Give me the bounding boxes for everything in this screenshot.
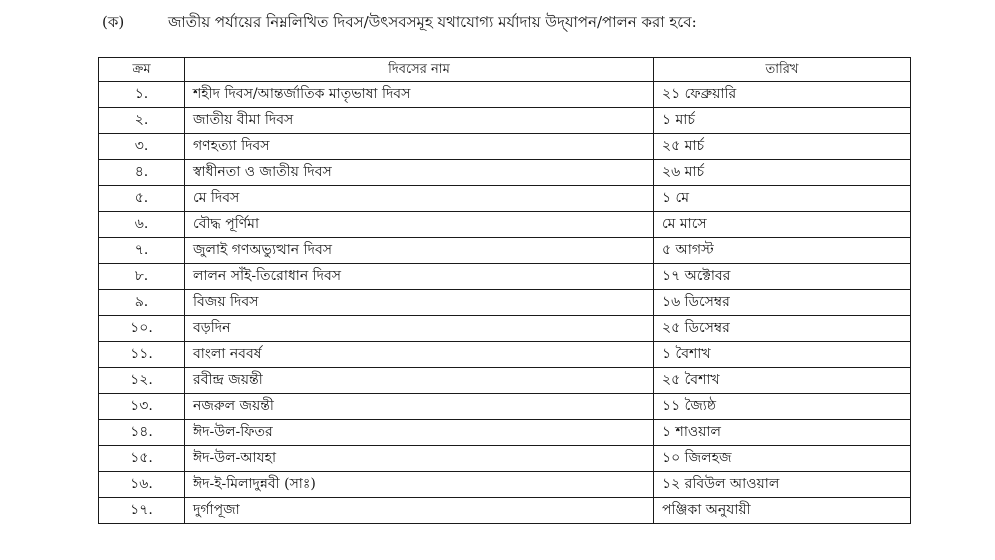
day-name-cell: ঈদ-ই-মিলাদুন্নবী (সাঃ) <box>185 472 654 498</box>
table-row <box>99 342 911 368</box>
header-day-name: দিবসের নাম <box>185 58 654 82</box>
table-row <box>99 420 911 446</box>
table-row <box>99 290 911 316</box>
serial-cell: ৫. <box>99 186 185 212</box>
serial-cell: ১৬. <box>99 472 185 498</box>
day-name-cell: বৌদ্ধ পূর্ণিমা <box>185 212 654 238</box>
date-cell: ১ শাওয়াল <box>654 420 911 446</box>
day-name-cell: জুলাই গণঅভ্যুত্থান দিবস <box>185 238 654 264</box>
date-cell: ২৬ মার্চ <box>654 160 911 186</box>
serial-cell: ১৭. <box>99 498 185 524</box>
day-name-cell: ঈদ-উল-আযহা <box>185 446 654 472</box>
day-name-cell: বাংলা নববর্ষ <box>185 342 654 368</box>
table-row <box>99 498 911 524</box>
table-row <box>99 472 911 498</box>
day-name-cell: দুর্গাপূজা <box>185 498 654 524</box>
date-cell: ১ মে <box>654 186 911 212</box>
table-row <box>99 264 911 290</box>
serial-cell: ১৩. <box>99 394 185 420</box>
table-row <box>99 186 911 212</box>
table-row <box>99 82 911 108</box>
serial-cell: ৮. <box>99 264 185 290</box>
serial-cell: ৭. <box>99 238 185 264</box>
table-header-row <box>99 58 911 82</box>
serial-cell: ১. <box>99 82 185 108</box>
date-cell: ১ বৈশাখ <box>654 342 911 368</box>
table-row <box>99 394 911 420</box>
serial-cell: ১১. <box>99 342 185 368</box>
section-heading-text: জাতীয় পর্যায়ের নিম্নলিখিত দিবস/উৎসবসমূহ যথাযোগ্য মর্যাদায় উদ্‌যাপন/পালন করা হবে: <box>168 13 697 31</box>
day-name-cell: শহীদ দিবস/আন্তর্জাতিক মাতৃভাষা দিবস <box>185 82 654 108</box>
header-serial: ক্রম <box>99 58 185 82</box>
table-row <box>99 108 911 134</box>
serial-cell: ১০. <box>99 316 185 342</box>
date-cell: ১৬ ডিসেম্বর <box>654 290 911 316</box>
table-row <box>99 134 911 160</box>
day-name-cell: লালন সাঁই-তিরোধান দিবস <box>185 264 654 290</box>
date-cell: ২৫ বৈশাখ <box>654 368 911 394</box>
date-cell: ১১ জ্যৈষ্ঠ <box>654 394 911 420</box>
serial-cell: ১৪. <box>99 420 185 446</box>
table-row <box>99 238 911 264</box>
table-row <box>99 368 911 394</box>
serial-cell: ২. <box>99 108 185 134</box>
table-row <box>99 446 911 472</box>
day-name-cell: জাতীয় বীমা দিবস <box>185 108 654 134</box>
day-name-cell: গণহত্যা দিবস <box>185 134 654 160</box>
day-name-cell: রবীন্দ্র জয়ন্তী <box>185 368 654 394</box>
date-cell: ১ মার্চ <box>654 108 911 134</box>
header-date: তারিখ <box>654 58 911 82</box>
day-name-cell: বড়দিন <box>185 316 654 342</box>
day-name-cell: নজরুল জয়ন্তী <box>185 394 654 420</box>
serial-cell: ৯. <box>99 290 185 316</box>
day-name-cell: স্বাধীনতা ও জাতীয় দিবস <box>185 160 654 186</box>
serial-cell: ১৫. <box>99 446 185 472</box>
day-name-cell: ঈদ-উল-ফিতর <box>185 420 654 446</box>
date-cell: ২৫ মার্চ <box>654 134 911 160</box>
table-body <box>99 82 911 524</box>
date-cell: ১০ জিলহজ <box>654 446 911 472</box>
serial-cell: ৬. <box>99 212 185 238</box>
day-name-cell: বিজয় দিবস <box>185 290 654 316</box>
table-row <box>99 316 911 342</box>
section-marker: (ক) <box>102 13 125 31</box>
date-cell: ২৫ ডিসেম্বর <box>654 316 911 342</box>
date-cell: ২১ ফেব্রুয়ারি <box>654 82 911 108</box>
date-cell: ১৭ অক্টোবর <box>654 264 911 290</box>
date-cell: মে মাসে <box>654 212 911 238</box>
date-cell: ১২ রবিউল আওয়াল <box>654 472 911 498</box>
serial-cell: ৩. <box>99 134 185 160</box>
serial-cell: ১২. <box>99 368 185 394</box>
section-heading <box>102 8 982 36</box>
table-row <box>99 160 911 186</box>
national-days-table <box>98 57 911 524</box>
date-cell: পঞ্জিকা অনুযায়ী <box>654 498 911 524</box>
serial-cell: ৪. <box>99 160 185 186</box>
date-cell: ৫ আগস্ট <box>654 238 911 264</box>
day-name-cell: মে দিবস <box>185 186 654 212</box>
table-row <box>99 212 911 238</box>
